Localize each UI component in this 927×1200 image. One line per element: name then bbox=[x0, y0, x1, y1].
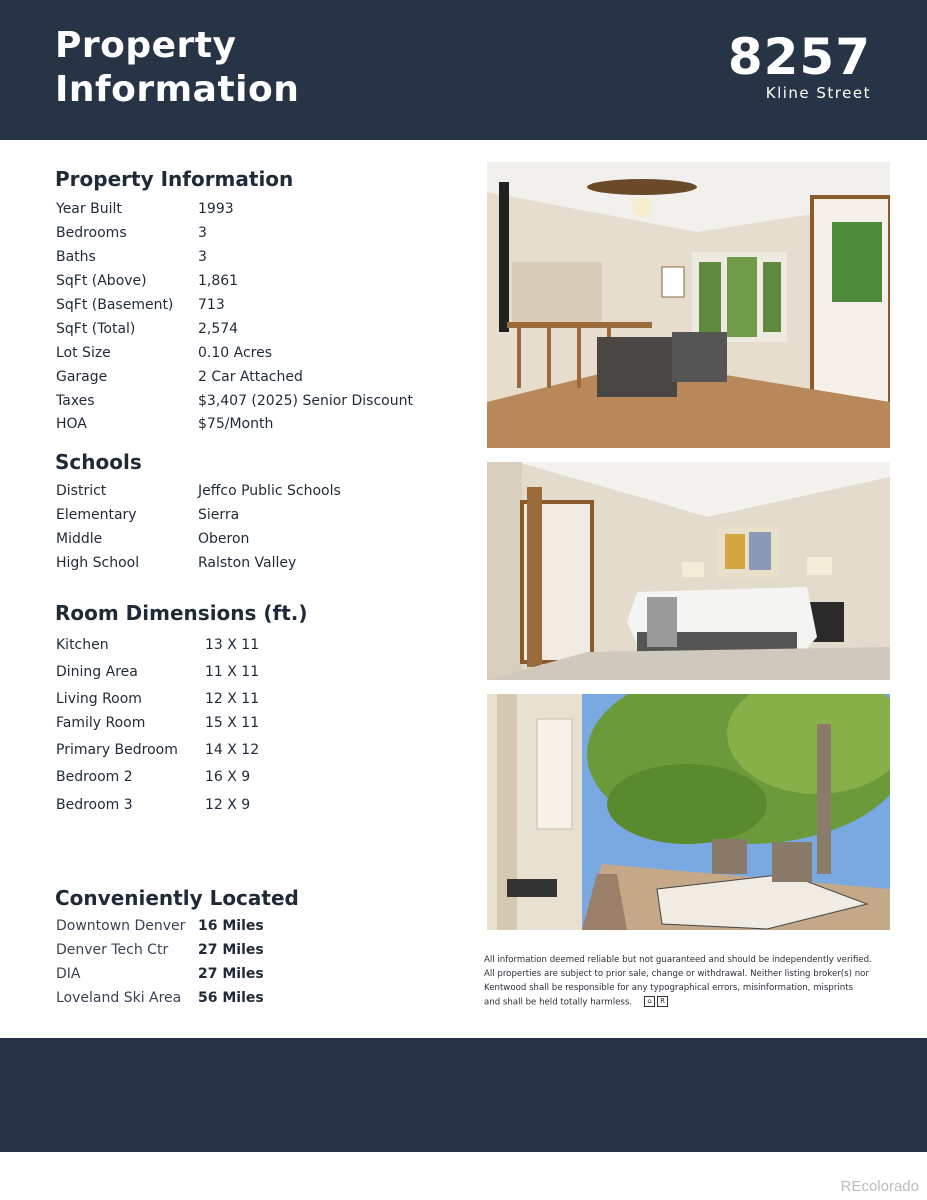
disclaimer-line-text: and shall be held totally harmless. bbox=[484, 997, 633, 1008]
row-label: Elementary bbox=[56, 507, 137, 523]
row-value: 2 Car Attached bbox=[198, 369, 303, 385]
property-info-heading: Property Information bbox=[55, 167, 294, 191]
row-label: Garage bbox=[56, 369, 108, 385]
row-label: Dining Area bbox=[56, 664, 138, 680]
legal-disclaimer bbox=[484, 953, 894, 1010]
schools-heading: Schools bbox=[55, 450, 142, 474]
row-label: SqFt (Total) bbox=[56, 321, 136, 337]
equal-housing-icon: ⌂ bbox=[644, 996, 655, 1007]
row-value: Jeffco Public Schools bbox=[198, 483, 341, 499]
row-label: Denver Tech Ctr bbox=[56, 942, 169, 958]
street-name: Kline Street bbox=[765, 84, 871, 102]
row-value: 1993 bbox=[198, 201, 234, 217]
header-band bbox=[0, 0, 927, 140]
row-label: Bedroom 2 bbox=[56, 769, 133, 785]
row-value: Sierra bbox=[198, 507, 240, 523]
row-value: 12 X 9 bbox=[205, 797, 251, 813]
row-label: Loveland Ski Area bbox=[56, 990, 182, 1006]
row-label: Downtown Denver bbox=[56, 918, 186, 934]
row-value: 3 bbox=[198, 249, 207, 265]
row-value: 2,574 bbox=[198, 321, 239, 337]
row-value: 56 Miles bbox=[198, 990, 264, 1006]
row-label: Primary Bedroom bbox=[56, 742, 178, 758]
room-dimensions-heading: Room Dimensions (ft.) bbox=[55, 601, 308, 625]
row-label: Middle bbox=[56, 531, 103, 547]
row-label: SqFt (Basement) bbox=[56, 297, 174, 313]
page-title-line1: Property bbox=[55, 25, 237, 66]
row-value: $75/Month bbox=[198, 416, 274, 432]
row-label: Year Built bbox=[56, 201, 122, 217]
row-value: 0.10 Acres bbox=[198, 345, 273, 361]
row-value: 1,861 bbox=[198, 273, 239, 289]
disclaimer-line bbox=[484, 995, 894, 1010]
row-label: SqFt (Above) bbox=[56, 273, 147, 289]
row-label: HOA bbox=[56, 416, 87, 432]
page-title-line2: Information bbox=[55, 69, 300, 110]
bedroom-photo bbox=[487, 462, 890, 680]
dining-room-photo bbox=[487, 162, 890, 448]
row-value: 15 X 11 bbox=[205, 715, 260, 731]
row-label: Living Room bbox=[56, 691, 142, 707]
row-label: Baths bbox=[56, 249, 96, 265]
row-value: 713 bbox=[198, 297, 225, 313]
disclaimer-line: All properties are subject to prior sale, change or withdrawal. Neither listing broker(s) nor bbox=[484, 969, 869, 979]
house-number: 8257 bbox=[727, 28, 871, 86]
patio-photo bbox=[487, 694, 890, 930]
disclaimer-line: Kentwood shall be responsible for any typographical errors, misinformation, misprints bbox=[484, 983, 854, 993]
row-label: District bbox=[56, 483, 107, 499]
watermark: REcolorado bbox=[840, 1178, 919, 1195]
row-value: 27 Miles bbox=[198, 942, 264, 958]
row-value: Oberon bbox=[198, 531, 250, 547]
row-label: High School bbox=[56, 555, 140, 571]
equal-housing-icons bbox=[644, 995, 670, 1009]
row-value: 14 X 12 bbox=[205, 742, 260, 758]
row-label: Lot Size bbox=[56, 345, 111, 361]
disclaimer-line: All information deemed reliable but not guaranteed and should be independently verified. bbox=[484, 955, 872, 965]
row-value: 3 bbox=[198, 225, 207, 241]
row-value: 16 X 9 bbox=[205, 769, 251, 785]
row-label: Bedroom 3 bbox=[56, 797, 133, 813]
row-label: Family Room bbox=[56, 715, 146, 731]
row-value: 16 Miles bbox=[198, 918, 264, 934]
row-label: DIA bbox=[56, 966, 81, 982]
row-label: Kitchen bbox=[56, 637, 109, 653]
location-heading: Conveniently Located bbox=[55, 886, 299, 910]
row-value: 27 Miles bbox=[198, 966, 264, 982]
row-value: Ralston Valley bbox=[198, 555, 297, 571]
row-value: $3,407 (2025) Senior Discount bbox=[198, 393, 413, 409]
row-label: Taxes bbox=[56, 393, 95, 409]
page-title bbox=[55, 24, 299, 112]
row-value: 11 X 11 bbox=[205, 664, 260, 680]
footer-band bbox=[0, 1038, 927, 1152]
realtor-icon: R bbox=[657, 996, 668, 1007]
row-value: 13 X 11 bbox=[205, 637, 260, 653]
row-value: 12 X 11 bbox=[205, 691, 260, 707]
row-label: Bedrooms bbox=[56, 225, 127, 241]
